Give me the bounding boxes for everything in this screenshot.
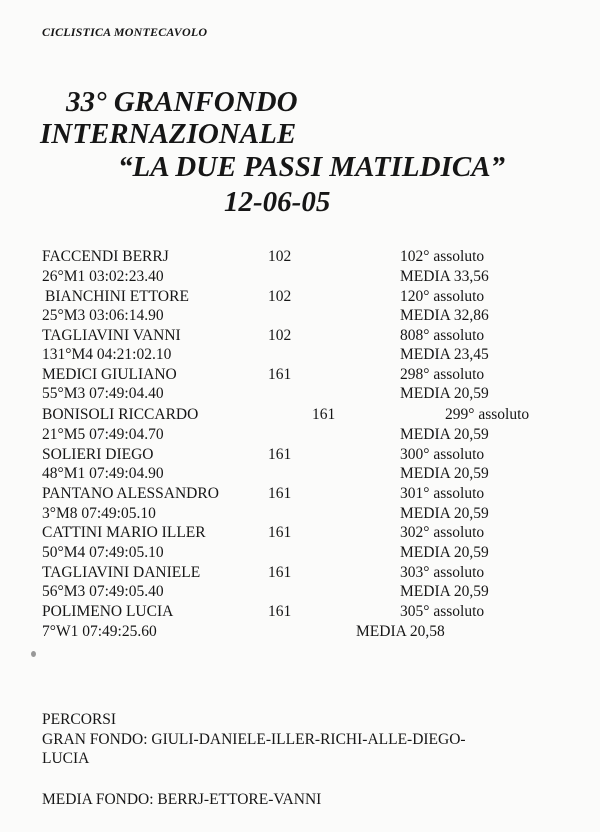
result-row-name (0, 247, 600, 267)
bib-number: 161 (268, 446, 292, 463)
category-time: 48°M1 07:49:04.90 (42, 465, 164, 482)
event-date: 12-06-05 (224, 186, 331, 218)
percorsi-heading: PERCORSI (42, 711, 117, 728)
average-speed: MEDIA 20,59 (400, 544, 489, 561)
bib-number: 161 (268, 524, 292, 541)
athlete-name: TAGLIAVINI VANNI (42, 327, 181, 344)
category-time: 131°M4 04:21:02.10 (42, 346, 172, 363)
bib-number: 102 (268, 327, 292, 344)
bib-number: 161 (268, 366, 292, 383)
result-row-time (0, 582, 600, 602)
athlete-name: BONISOLI RICCARDO (42, 406, 199, 423)
media-fondo-line: MEDIA FONDO: BERRJ-ETTORE-VANNI (42, 791, 322, 808)
overall-rank: 302° assoluto (400, 524, 485, 541)
overall-rank: 300° assoluto (400, 446, 485, 463)
overall-rank: 301° assoluto (400, 485, 485, 502)
average-speed: MEDIA 20,59 (400, 505, 489, 522)
result-row-name (0, 445, 600, 465)
category-time: 3°M8 07:49:05.10 (42, 505, 156, 522)
overall-rank: 120° assoluto (400, 288, 485, 305)
overall-rank: 303° assoluto (400, 564, 485, 581)
scan-speck (31, 651, 36, 657)
gran-fondo-line-1: GRAN FONDO: GIULI-DANIELE-ILLER-RICHI-ALLE-DIEGO- (42, 731, 466, 748)
result-row-name (0, 484, 600, 504)
average-speed: MEDIA 20,59 (400, 583, 489, 600)
athlete-name: SOLIERI DIEGO (42, 446, 154, 463)
category-time: 50°M4 07:49:05.10 (42, 544, 164, 561)
category-time: 25°M3 03:06:14.90 (42, 307, 164, 324)
overall-rank: 298° assoluto (400, 366, 485, 383)
result-row-name (0, 287, 600, 307)
athlete-name: BIANCHINI ETTORE (45, 288, 189, 305)
athlete-name: FACCENDI BERRJ (42, 248, 169, 265)
average-speed: MEDIA 33,56 (400, 268, 489, 285)
result-row-name (0, 326, 600, 346)
result-row-time (0, 504, 600, 524)
result-row-name (0, 405, 600, 425)
average-speed: MEDIA 32,86 (400, 307, 489, 324)
athlete-name: MEDICI GIULIANO (42, 366, 177, 383)
category-time: 7°W1 07:49:25.60 (42, 623, 157, 640)
athlete-name: TAGLIAVINI DANIELE (42, 564, 201, 581)
average-speed: MEDIA 20,58 (356, 623, 445, 640)
category-time: 26°M1 03:02:23.40 (42, 268, 164, 285)
result-row-time (0, 622, 600, 642)
bib-number: 102 (268, 248, 292, 265)
category-time: 56°M3 07:49:05.40 (42, 583, 164, 600)
athlete-name: POLIMENO LUCIA (42, 603, 174, 620)
result-row-time (0, 267, 600, 287)
overall-rank: 102° assoluto (400, 248, 485, 265)
average-speed: MEDIA 20,59 (400, 465, 489, 482)
category-time: 21°M5 07:49:04.70 (42, 426, 164, 443)
event-title-line-1: 33° GRANFONDO (66, 86, 298, 118)
average-speed: MEDIA 20,59 (400, 385, 489, 402)
overall-rank: 299° assoluto (445, 406, 530, 423)
bib-number: 161 (312, 406, 336, 423)
result-row-time (0, 306, 600, 326)
bib-number: 161 (268, 485, 292, 502)
result-row-time (0, 543, 600, 563)
result-row-time (0, 425, 600, 445)
result-row-time (0, 345, 600, 365)
overall-rank: 808° assoluto (400, 327, 485, 344)
gran-fondo-line-2: LUCIA (42, 750, 90, 767)
result-row-name (0, 563, 600, 583)
category-time: 55°M3 07:49:04.40 (42, 385, 164, 402)
athlete-name: PANTANO ALESSANDRO (42, 485, 219, 502)
average-speed: MEDIA 23,45 (400, 346, 489, 363)
bib-number: 102 (268, 288, 292, 305)
bib-number: 161 (268, 603, 292, 620)
result-row-time (0, 384, 600, 404)
result-row-name (0, 523, 600, 543)
event-title-line-2: INTERNAZIONALE (40, 118, 297, 150)
result-row-name (0, 365, 600, 385)
event-title-line-3: “LA DUE PASSI MATILDICA” (118, 151, 506, 183)
athlete-name: CATTINI MARIO ILLER (42, 524, 206, 541)
result-row-time (0, 464, 600, 484)
result-row-name (0, 602, 600, 622)
average-speed: MEDIA 20,59 (400, 426, 489, 443)
club-name: CICLISTICA MONTECAVOLO (42, 25, 208, 39)
bib-number: 161 (268, 564, 292, 581)
overall-rank: 305° assoluto (400, 603, 485, 620)
